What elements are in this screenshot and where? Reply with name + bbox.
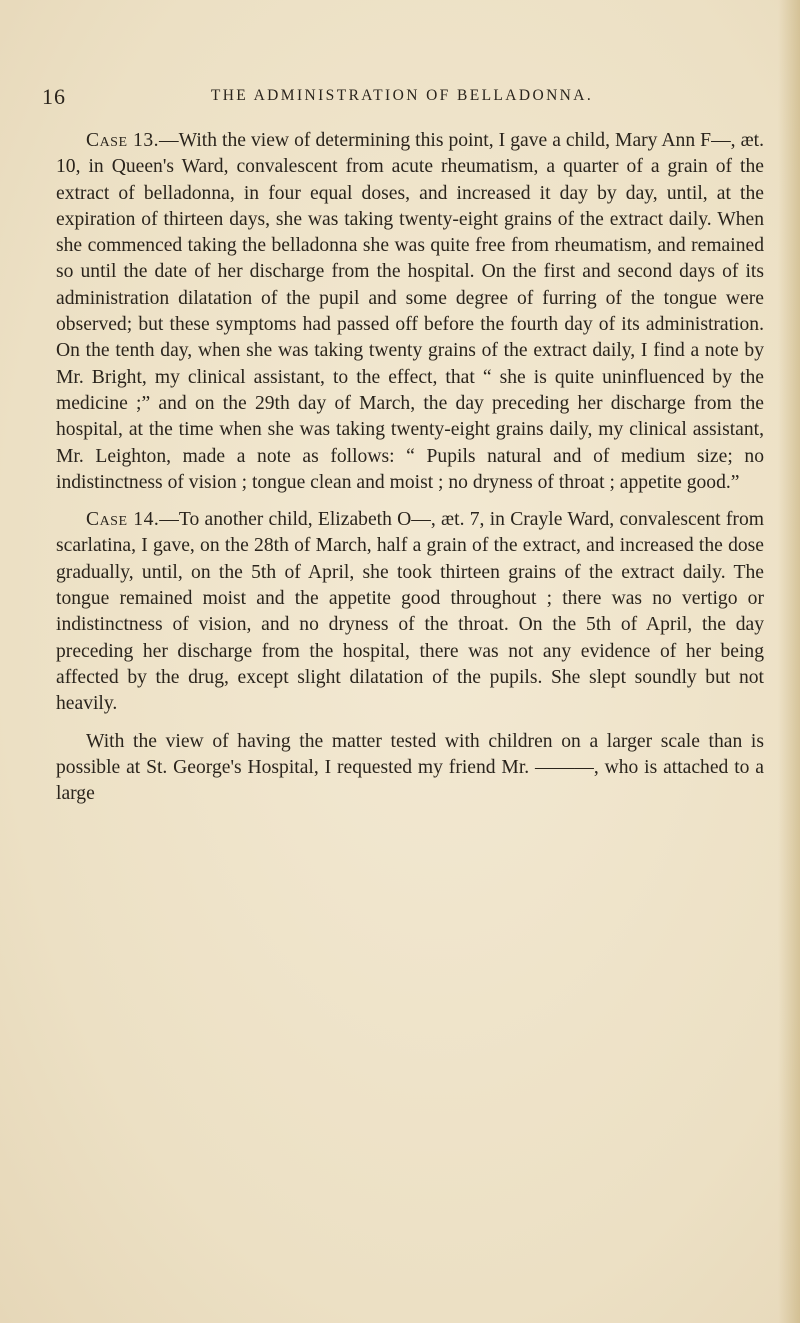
case-label: Case 13. [86,130,160,151]
body-text [56,128,764,807]
paragraph-case-14 [56,507,764,717]
page-header [42,84,762,114]
paragraph-case-13 [56,128,764,496]
page-edge-shadow [778,0,800,1323]
paragraph-text: —With the view of determining this point, I gave a child, Mary Ann F—, æt. 10, in Queen's Ward, convalescent from acute rheumatism, a quarter of a grain of the extract of belladonna, in four equal doses, and increased it day by day, until, at the expiration of thirteen days, she was taking twenty-eight grains of the extract daily. When she commenced taking the belladonna she was quite free from rheumatism, and remained so until the date of her discharge from the hospital. On the first and second days of its administration dilatation of the pupil and some degree of furring of the tongue were observed; but these symptoms had passed off before the fourth day of its administration. On the tenth day, when she was taking twenty grains of the extract daily, I find a note by Mr. Bright, my clinical assistant, to the effect, that “ she is quite uninfluenced by the medicine ;” and on the 29th day of March, the day preceding her discharge from the hospital, at the time when she was taking twenty-eight grains daily, my clinical assistant, Mr. Leighton, made a note as follows: “ Pupils natural and of medium size; no indistinctness of vision ; tongue clean and moist ; no dryness of throat ; appetite good.” [56,130,764,493]
case-label: Case 14. [86,509,160,531]
paragraph-text: With the view of having the matter tested with children on a larger scale than is possible at St. George's Hospital, I requested my friend Mr. ———, who is attached to a large [56,730,764,805]
page-number: 16 [42,84,66,109]
running-head: THE ADMINISTRATION OF BELLADONNA. [210,87,594,104]
paragraph-text: —To another child, Elizabeth O—, æt. 7, in Crayle Ward, convalescent from scarlatina, I gave, on the 28th of March, half a grain of the extract, and increased the dose gradually, until, on the 5th of April, she took thirteen grains of the extract daily. The tongue remained moist and the appetite good throughout ; there was no vertigo or indistinctness of vision, and no dryness of the throat. On the 5th of April, the day preceding her discharge from the hospital, there was not any evidence of her being affected by the drug, except slight dilatation of the pupils. She slept soundly but not heavily. [56,509,764,715]
paragraph-continuation [56,729,764,808]
